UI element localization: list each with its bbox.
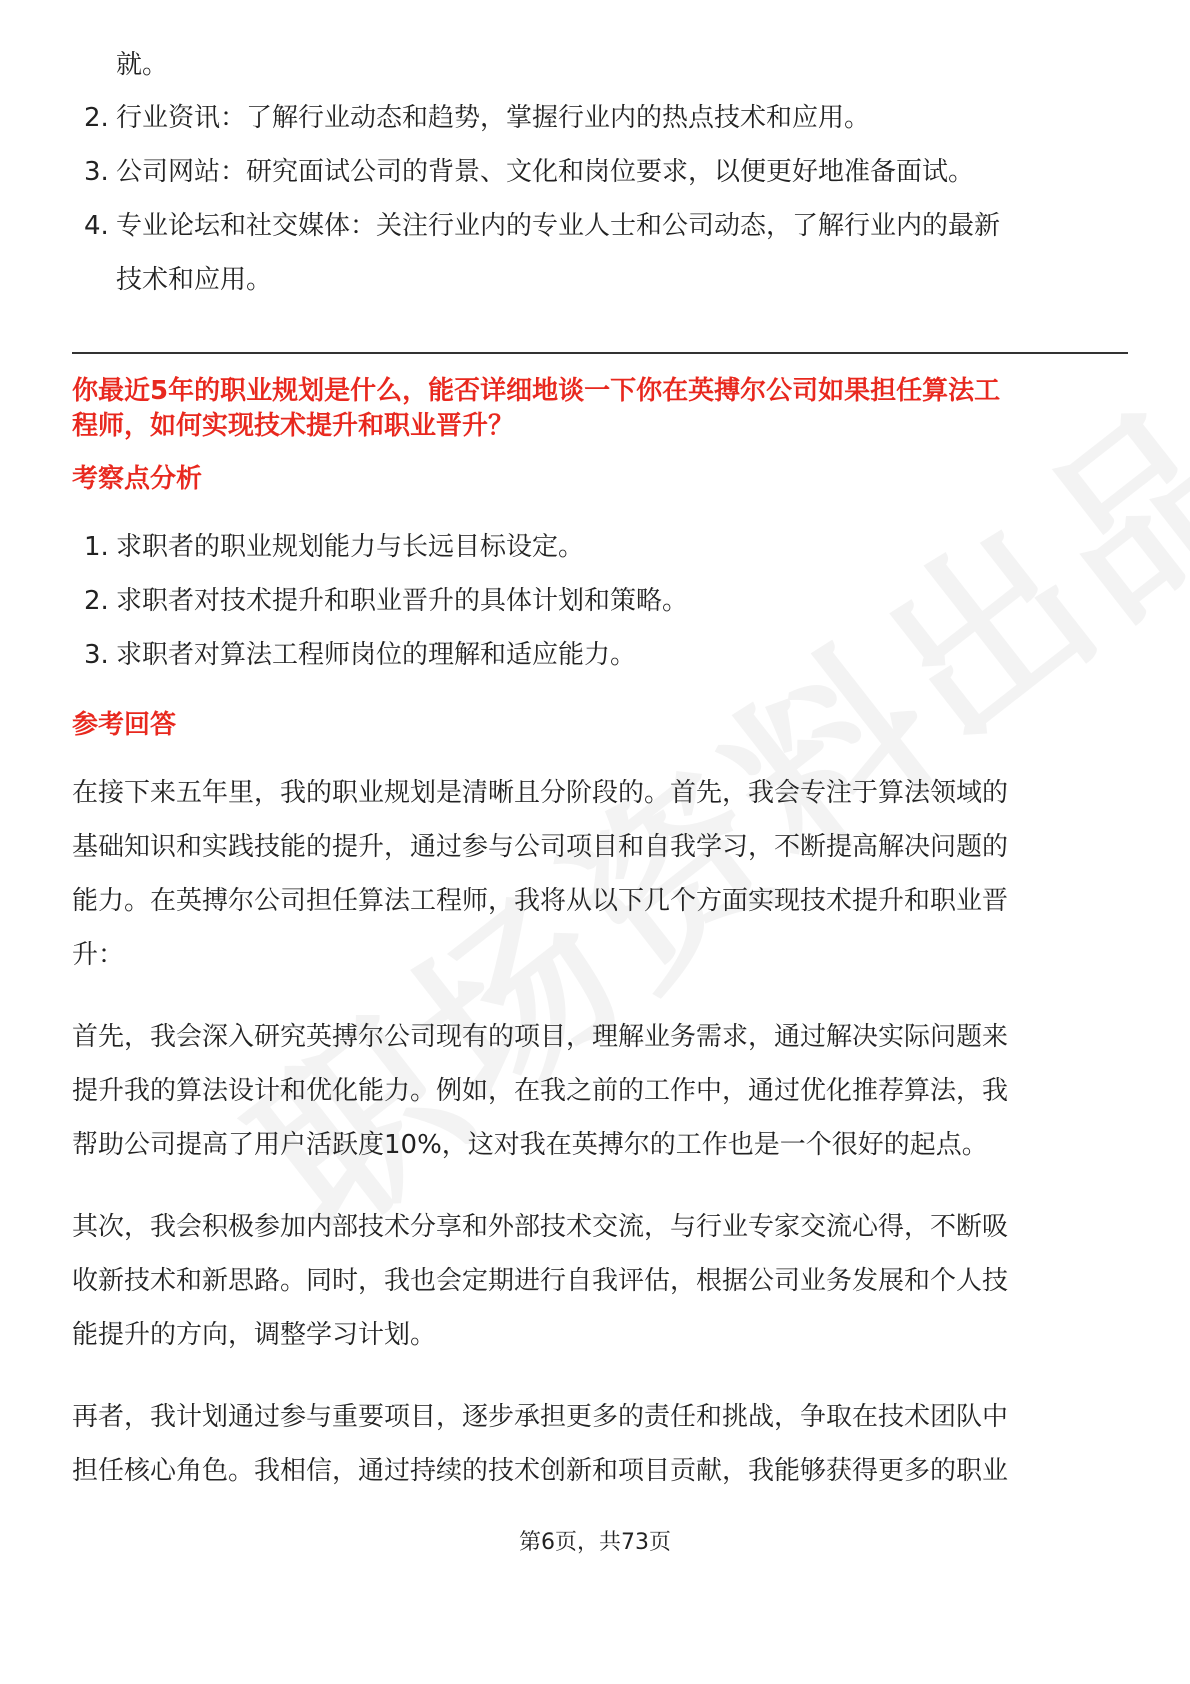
answer-paragraph-line: 担任核心角色。我相信，通过持续的技术创新和项目贡献，我能够获得更多的职业 <box>72 1456 1009 1486</box>
analysis-item: 求职者对算法工程师岗位的理解和适应能力。 <box>116 640 637 670</box>
list-item: 公司网站：研究面试公司的背景、文化和岗位要求，以便更好地准备面试。 <box>116 157 975 187</box>
list-item: 行业资讯：了解行业动态和趋势，掌握行业内的热点技术和应用。 <box>116 103 871 133</box>
answer-paragraph-line: 其次，我会积极参加内部技术分享和外部技术交流，与行业专家交流心得，不断吸 <box>72 1212 1009 1242</box>
list-number: 3. <box>84 157 109 187</box>
answer-paragraph-line: 首先，我会深入研究英搏尔公司现有的项目，理解业务需求，通过解决实际问题来 <box>72 1022 1009 1052</box>
answer-paragraph-line: 能力。在英搏尔公司担任算法工程师，我将从以下几个方面实现技术提升和职业晋 <box>72 886 1009 916</box>
answer-heading: 参考回答 <box>72 710 177 740</box>
question-title: 你最近5年的职业规划是什么，能否详细地谈一下你在英搏尔公司如果担任算法工 <box>72 376 1001 406</box>
answer-paragraph-line: 提升我的算法设计和优化能力。例如，在我之前的工作中，通过优化推荐算法，我 <box>72 1076 1009 1106</box>
list-number: 4. <box>84 211 109 241</box>
list-number: 1. <box>84 532 109 562</box>
analysis-item: 求职者的职业规划能力与长远目标设定。 <box>116 532 585 562</box>
answer-paragraph-line: 升： <box>72 940 125 970</box>
analysis-item: 求职者对技术提升和职业晋升的具体计划和策略。 <box>116 586 689 616</box>
answer-paragraph-line: 收新技术和新思路。同时，我也会定期进行自我评估，根据公司业务发展和个人技 <box>72 1266 1009 1296</box>
question-title-continued: 程师，如何实现技术提升和职业晋升？ <box>72 411 515 441</box>
answer-paragraph-line: 帮助公司提高了用户活跃度10%，这对我在英搏尔的工作也是一个很好的起点。 <box>72 1130 988 1160</box>
analysis-heading: 考察点分析 <box>72 464 203 494</box>
list-item-continued: 技术和应用。 <box>116 265 273 295</box>
list-number: 3. <box>84 640 109 670</box>
answer-paragraph-line: 基础知识和实践技能的提升，通过参与公司项目和自我学习，不断提高解决问题的 <box>72 832 1009 862</box>
page-number: 第6页，共73页 <box>519 1530 671 1555</box>
answer-paragraph-line: 在接下来五年里，我的职业规划是清晰且分阶段的。首先，我会专注于算法领域的 <box>72 778 1009 808</box>
answer-paragraph-line: 能提升的方向，调整学习计划。 <box>72 1320 437 1350</box>
answer-paragraph-line: 再者，我计划通过参与重要项目，逐步承担更多的责任和挑战，争取在技术团队中 <box>72 1402 1009 1432</box>
list-continuation: 就。 <box>116 50 169 80</box>
list-item: 专业论坛和社交媒体：关注行业内的专业人士和公司动态，了解行业内的最新 <box>116 211 1001 241</box>
section-divider <box>72 352 1128 354</box>
list-number: 2. <box>84 586 109 616</box>
list-number: 2. <box>84 103 109 133</box>
